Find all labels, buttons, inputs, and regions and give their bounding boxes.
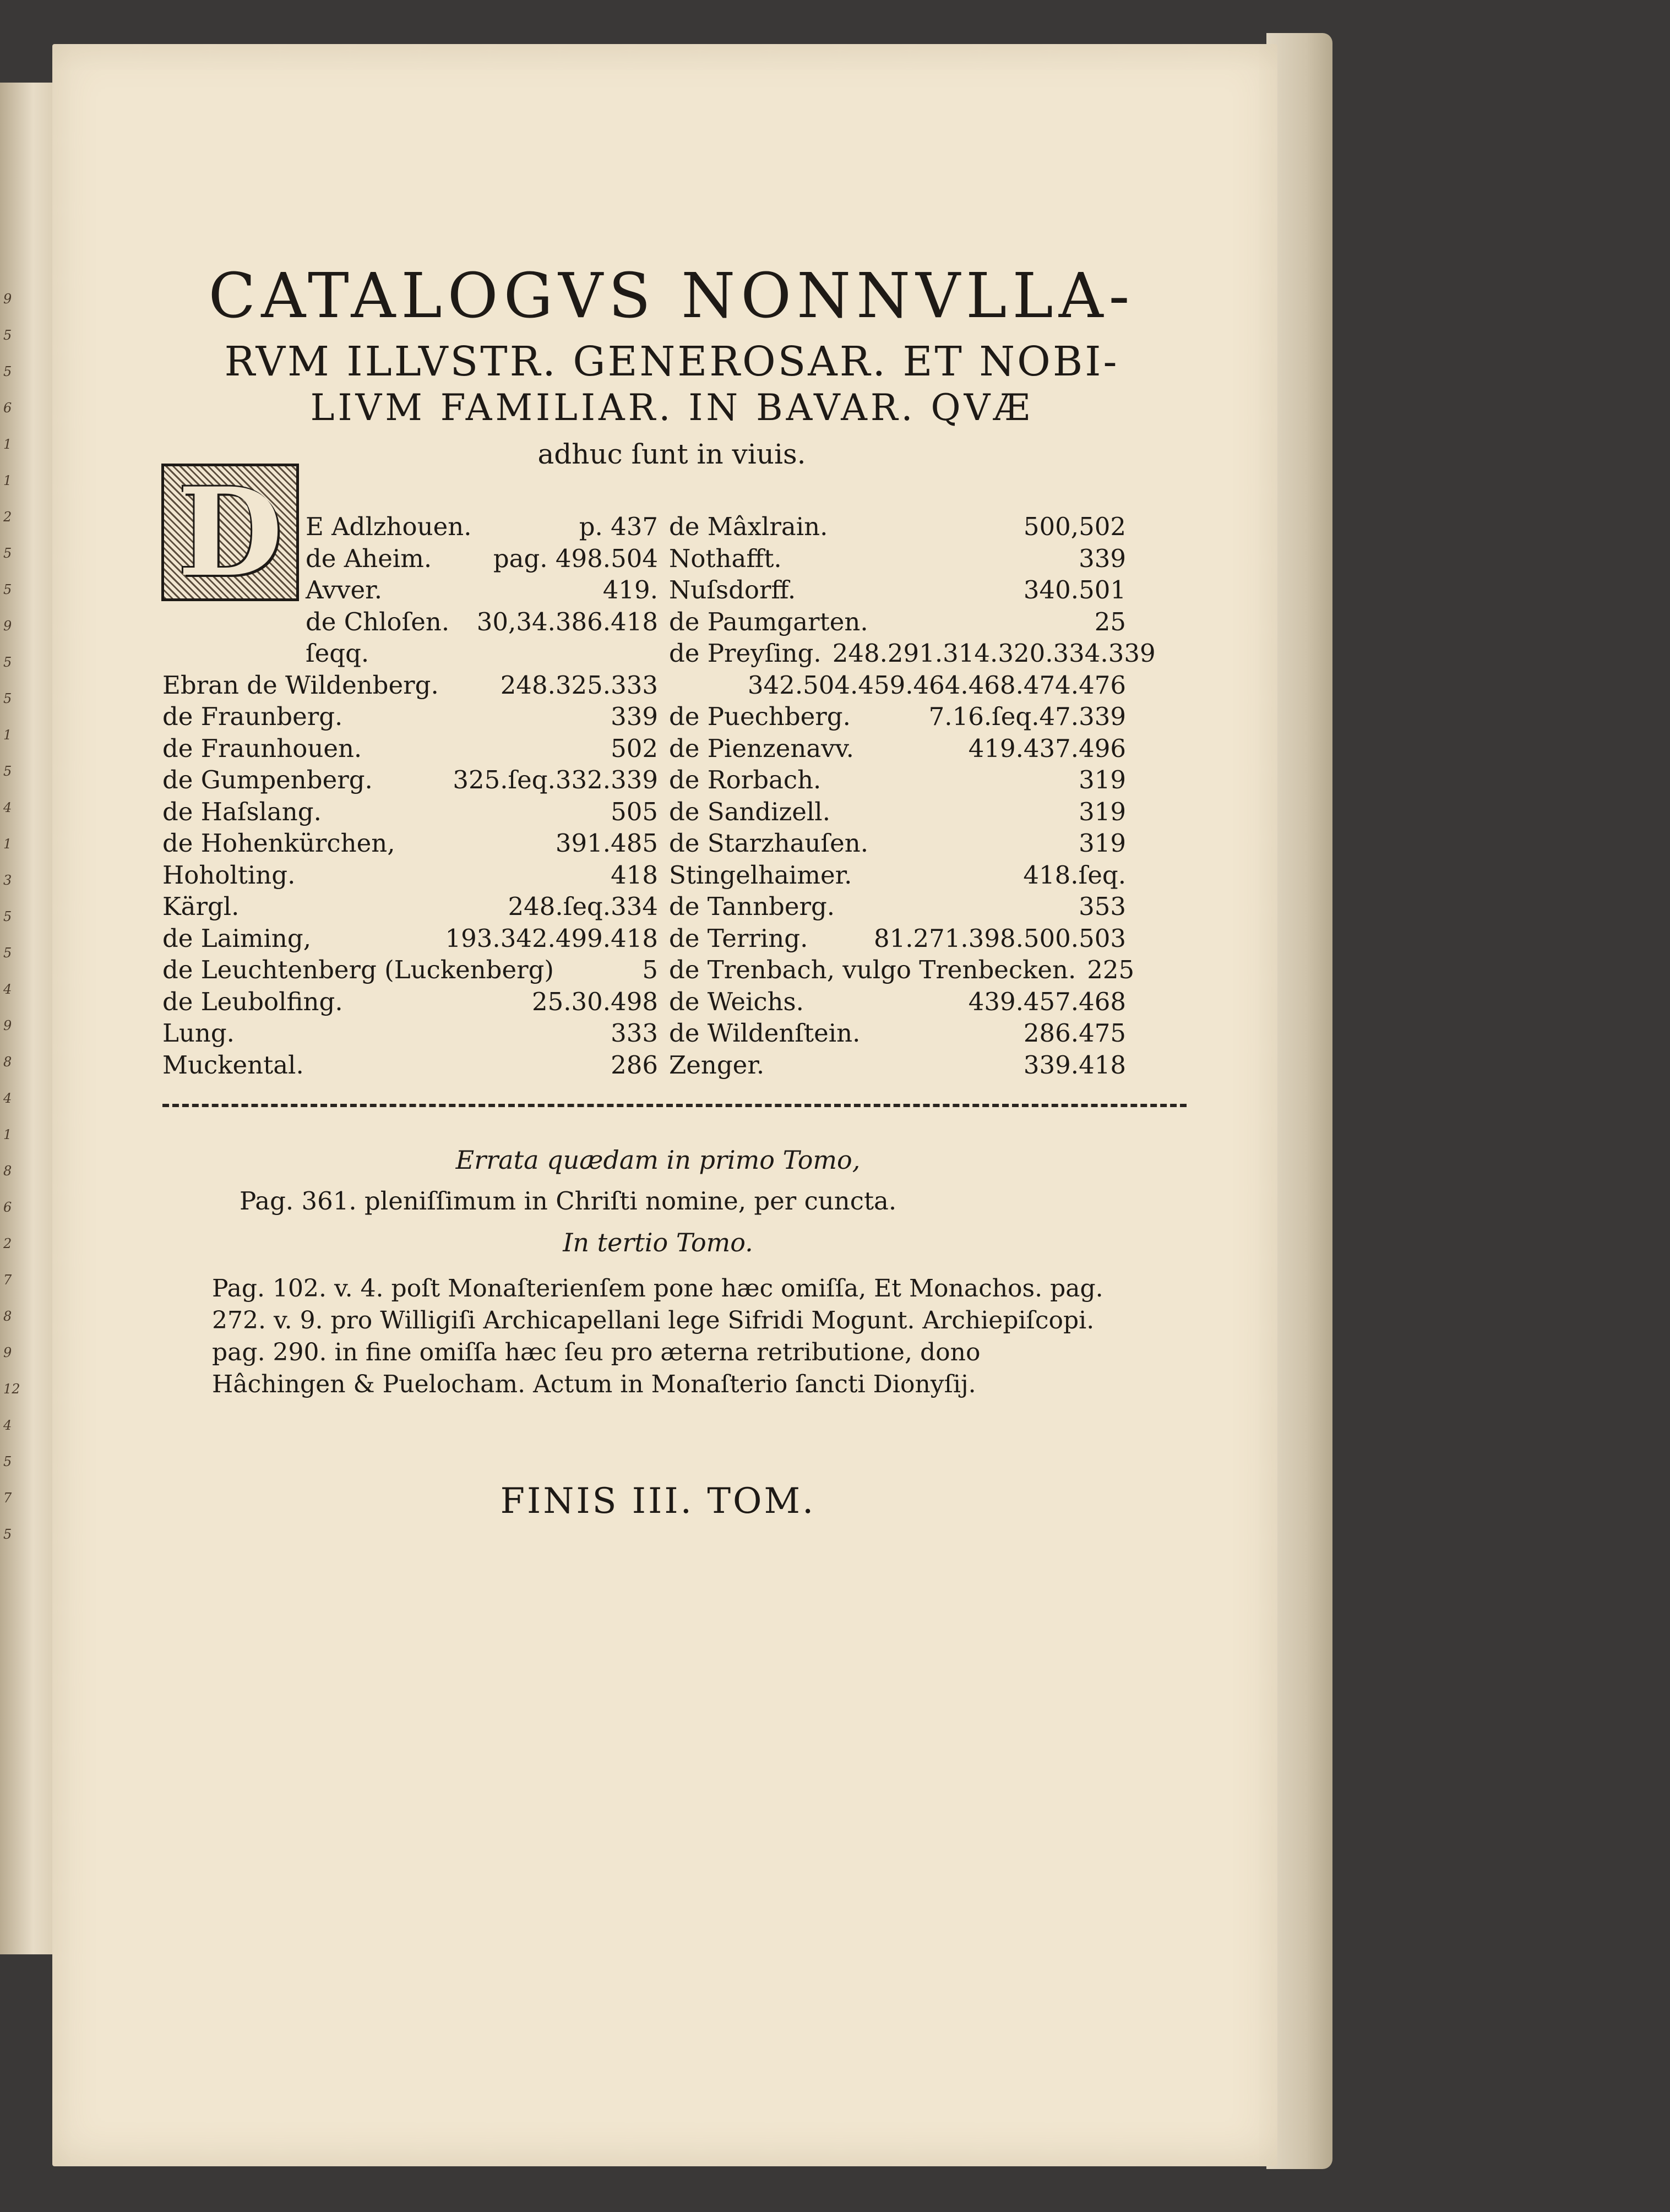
family-name: Hoholting. [162, 860, 296, 890]
initial-letter: D [177, 461, 283, 603]
page-references: 286.475 [1023, 1018, 1126, 1048]
finis-colophon: FINIS III. TOM. [500, 1481, 816, 1522]
page-references: 30,34.386.418 [476, 607, 658, 636]
catalog-entry [669, 607, 1126, 639]
family-name: Nuſsdorff. [669, 575, 796, 604]
catalog-entry [669, 671, 1126, 702]
family-name: Muckental. [162, 1050, 304, 1080]
margin-number: 9 [3, 1018, 12, 1033]
margin-number: 8 [3, 1163, 12, 1179]
family-name: de Mâxlrain. [669, 512, 828, 541]
catalog-entry [669, 924, 1126, 955]
margin-number: 9 [3, 291, 12, 307]
family-name: E Adlzhouen. [306, 512, 472, 541]
errata-body: Pag. 102. v. 4. poſt Monaſterienſem pone hæc omiſſa, Et Monachos. pag. 272. v. 9. pro Willigiſi Archicapellani lege Sifridi Mogunt. Archiepiſcopi. pag. 290. in fine omiſſa hæc ſeu pro æterna retributione, dono Hâchingen & Puelocham. Actum in Monaſterio ſancti Dionyſij. [212, 1274, 1103, 1398]
margin-number: 5 [3, 546, 12, 561]
margin-number: 8 [3, 1309, 12, 1324]
catalog-entry [669, 702, 1126, 733]
family-name: Zenger. [669, 1050, 765, 1080]
margin-number: 5 [3, 945, 12, 961]
catalog-entry [669, 544, 1126, 575]
catalog-entry [162, 797, 658, 829]
page-references: p. 437 [579, 512, 658, 541]
family-name: de Preyſing. [669, 639, 822, 668]
catalog-entry [306, 512, 658, 543]
page-references: 418 [611, 860, 658, 890]
catalog-entry [162, 765, 658, 797]
margin-number: 1 [3, 473, 12, 488]
catalog-entry [669, 1018, 1126, 1050]
family-name: de Leubolfing. [162, 987, 343, 1016]
family-name: de Paumgarten. [669, 607, 868, 636]
page-references: 439.457.468 [968, 987, 1126, 1016]
catalog-entry [669, 512, 1126, 543]
catalog-entry [162, 671, 658, 702]
margin-number: 5 [3, 909, 12, 924]
family-name: de Haſslang. [162, 797, 322, 826]
page-references: 391.485 [555, 829, 658, 858]
family-name: de Leuchtenberg (Luckenberg) [162, 955, 554, 984]
page-references: 319 [1079, 829, 1126, 858]
page-references: 339.418 [1023, 1050, 1126, 1080]
margin-number: 5 [3, 364, 12, 379]
page-references: 333 [611, 1018, 658, 1048]
margin-number: 6 [3, 400, 12, 416]
margin-number: 5 [3, 764, 12, 779]
errata-subtitle: In tertio Tomo. [563, 1228, 753, 1257]
catalog-entry [306, 607, 658, 639]
family-name: Avver. [306, 575, 383, 604]
errata-line: Pag. 361. pleniſſimum in Chriſti nomine, per cuncta. [240, 1186, 897, 1216]
catalog-entry [669, 1050, 1126, 1082]
page-references: 286 [611, 1050, 658, 1080]
margin-number: 5 [3, 328, 12, 343]
page-references: 81.271.398.500.503 [873, 923, 1126, 953]
page-references: 25 [1094, 607, 1126, 636]
margin-number: 7 [3, 1490, 12, 1506]
margin-number: 2 [3, 509, 12, 525]
catalog-entry [669, 829, 1126, 860]
family-name: de Sandizell. [669, 797, 831, 826]
book-page [52, 44, 1277, 2166]
catalog-entry [162, 924, 658, 955]
catalog-title-line-4: adhuc ſunt in viuis. [537, 438, 806, 470]
catalog-entry [306, 639, 658, 670]
page-references: 319 [1079, 765, 1126, 794]
page-references: 353 [1079, 892, 1126, 921]
family-name: de Rorbach. [669, 765, 822, 794]
decorated-initial [161, 461, 299, 603]
page-references: 500,502 [1023, 512, 1126, 541]
family-name: Stingelhaimer. [669, 860, 852, 890]
margin-number: 5 [3, 691, 12, 706]
margin-number: 4 [3, 1091, 12, 1106]
margin-number: 1 [3, 836, 12, 852]
catalog-entry [669, 639, 1156, 670]
family-name: Ebran de Wildenberg. [162, 670, 439, 700]
page-references: 505 [611, 797, 658, 826]
family-name: Lung. [162, 1018, 235, 1048]
margin-number: 5 [3, 1527, 12, 1542]
page-references: 193.342.499.418 [445, 923, 658, 953]
family-name: de Trenbach, vulgo Trenbecken. [669, 955, 1076, 984]
page-references: 248.291.314.320.334.339 [832, 639, 1156, 668]
margin-number: 3 [3, 873, 12, 888]
family-name: de Fraunberg. [162, 702, 343, 731]
section-divider [162, 1104, 1187, 1107]
catalog-entry [669, 765, 1126, 797]
catalog-entry [669, 797, 1126, 829]
catalog-title-line-3: LIVM FAMILIAR. IN BAVAR. QVÆ [310, 386, 1033, 429]
page-references: 339 [1079, 543, 1126, 573]
family-name: de Puechberg. [669, 702, 851, 731]
page-references: 319 [1079, 797, 1126, 826]
family-name: Kärgl. [162, 892, 240, 921]
page-references: 25.30.498 [531, 987, 658, 1016]
margin-number: 6 [3, 1200, 12, 1215]
family-name: de Starzhauſen. [669, 829, 869, 858]
catalog-entry [669, 955, 1135, 987]
family-name: de Pienzenavv. [669, 733, 854, 763]
margin-number: 9 [3, 618, 12, 634]
family-name: de Laiming, [162, 923, 311, 953]
catalog-title-line-1: CATALOGVS NONNVLLA- [208, 260, 1135, 332]
page-references: 7.16.ſeq.47.339 [928, 702, 1126, 731]
family-name: de Terring. [669, 923, 808, 953]
catalog-entry [162, 829, 658, 860]
margin-number: 4 [3, 982, 12, 997]
catalog-entry [162, 955, 658, 987]
margin-number: 4 [3, 1418, 12, 1433]
margin-number: 5 [3, 655, 12, 670]
family-name: de Weichs. [669, 987, 804, 1016]
page-references: 502 [611, 733, 658, 763]
margin-number: 2 [3, 1236, 12, 1251]
family-name: ſeqq. [306, 639, 369, 668]
margin-number: 7 [3, 1272, 12, 1288]
page-references: 248.325.333 [500, 670, 658, 700]
margin-number: 8 [3, 1054, 12, 1070]
page-references: 225 [1087, 955, 1135, 984]
catalog-entry [162, 734, 658, 765]
page-references: 342.504.459.464.468.474.476 [747, 670, 1126, 700]
family-name: de Hohenkürchen, [162, 829, 395, 858]
page-references: 339 [611, 702, 658, 731]
margin-number: 12 [3, 1381, 20, 1397]
catalog-entry [669, 575, 1126, 607]
catalog-entry [669, 860, 1126, 892]
page-references: 5 [642, 955, 658, 984]
margin-number: 5 [3, 1454, 12, 1469]
catalog-entry [162, 1018, 658, 1050]
errata-title: Errata quædam in primo Tomo, [455, 1145, 861, 1175]
catalog-entry [162, 860, 658, 892]
page-references: 248.ſeq.334 [508, 892, 658, 921]
page-references: 419. [602, 575, 658, 604]
catalog-entry [669, 987, 1126, 1018]
catalog-entry [669, 892, 1126, 923]
margin-number: 5 [3, 582, 12, 597]
catalog-entry [306, 544, 658, 575]
margin-number: 1 [3, 1127, 12, 1142]
page-references: 325.ſeq.332.339 [453, 765, 658, 794]
catalog-entry [306, 575, 658, 607]
margin-number: 4 [3, 800, 12, 815]
margin-number: 1 [3, 727, 12, 743]
family-name: de Tannberg. [669, 892, 835, 921]
family-name: Nothafft. [669, 543, 782, 573]
margin-number: 9 [3, 1345, 12, 1360]
margin-number: 1 [3, 437, 12, 452]
facing-page-margin-numbers [3, 281, 36, 1552]
catalog-entry [162, 702, 658, 733]
family-name: de Chloſen. [306, 607, 450, 636]
catalog-entry [669, 734, 1126, 765]
family-name: de Fraunhouen. [162, 733, 362, 763]
page-references: 418.ſeq. [1023, 860, 1126, 890]
family-name: de Aheim. [306, 543, 432, 573]
page-references: 419.437.496 [968, 733, 1126, 763]
catalog-entry [162, 892, 658, 923]
family-name: de Wildenſtein. [669, 1018, 861, 1048]
family-name: de Gumpenberg. [162, 765, 373, 794]
catalog-title-line-2: RVM ILLVSTR. GENEROSAR. ET NOBI- [224, 338, 1119, 385]
catalog-entry [162, 987, 658, 1018]
catalog-entry [162, 1050, 658, 1082]
page-references: 340.501 [1023, 575, 1126, 604]
page-references: pag. 498.504 [493, 543, 658, 573]
